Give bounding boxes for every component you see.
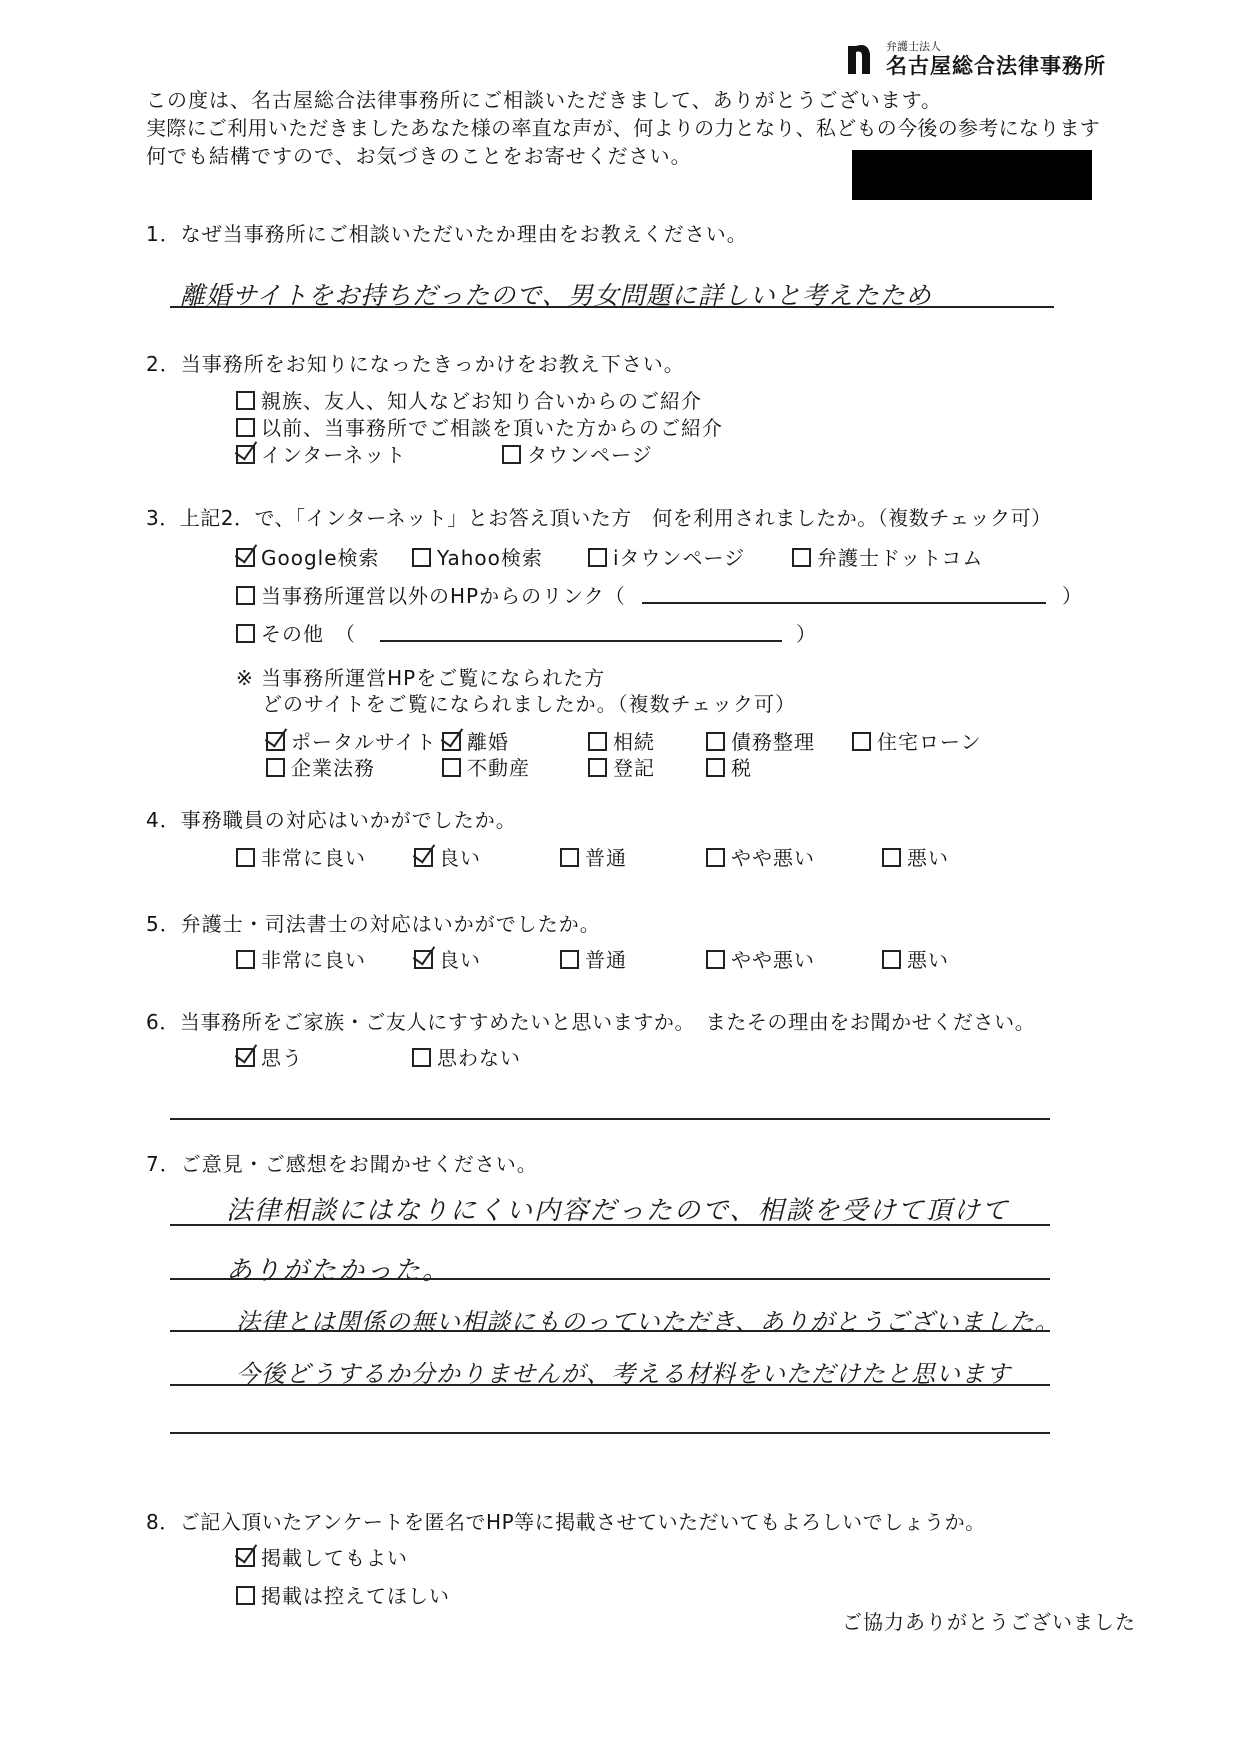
q5-option-bad[interactable]: 悪い bbox=[882, 944, 949, 973]
q3-option-google[interactable]: Google検索 bbox=[236, 542, 380, 571]
checkbox-checked[interactable] bbox=[442, 732, 461, 751]
q4-option-somewhat-bad[interactable]: やや悪い bbox=[706, 842, 815, 871]
q2-option-townpage[interactable]: タウンページ bbox=[502, 439, 653, 468]
checkbox[interactable] bbox=[442, 758, 461, 777]
q6-question: 6．当事務所をご家族・ご友人にすすめたいと思いますか。 またその理由をお聞かせください。 bbox=[146, 1010, 1036, 1034]
checkbox-checked[interactable] bbox=[236, 445, 255, 464]
checkbox[interactable] bbox=[706, 732, 725, 751]
checkbox[interactable] bbox=[852, 732, 871, 751]
checkbox[interactable] bbox=[560, 950, 579, 969]
q4-option-bad[interactable]: 悪い bbox=[882, 842, 949, 871]
q8-option-decline[interactable]: 掲載は控えてほしい bbox=[236, 1580, 450, 1609]
checkbox-checked[interactable] bbox=[414, 848, 433, 867]
q7-answer-1[interactable]: 法律相談にはなりにくい内容だったので、相談を受けて頂けて bbox=[226, 1196, 1010, 1226]
checkbox[interactable] bbox=[706, 848, 725, 867]
q5-option-good[interactable]: 良い bbox=[414, 944, 481, 973]
q7-answer-4[interactable]: 今後どうするか分かりませんが、考える材料をいただけたと思います bbox=[236, 1360, 1011, 1388]
q3-option-bengoshi-dotcom[interactable]: 弁護士ドットコム bbox=[792, 542, 983, 571]
q3-option-yahoo[interactable]: Yahoo検索 bbox=[412, 542, 543, 571]
q3-note-line-2: どのサイトをご覧になられましたか。（複数チェック可） bbox=[262, 692, 796, 716]
checkbox-checked[interactable] bbox=[236, 1048, 255, 1067]
q3-link-line[interactable] bbox=[642, 602, 1046, 604]
q3-site-tax[interactable]: 税 bbox=[706, 752, 752, 781]
q8-option-allow[interactable]: 掲載してもよい bbox=[236, 1542, 408, 1571]
q3-site-corporate[interactable]: 企業法務 bbox=[266, 752, 375, 781]
redacted-block bbox=[852, 150, 1092, 200]
checkbox[interactable] bbox=[236, 950, 255, 969]
checkbox[interactable] bbox=[588, 548, 607, 567]
q5-option-average[interactable]: 普通 bbox=[560, 944, 627, 973]
q5-option-somewhat-bad[interactable]: やや悪い bbox=[706, 944, 815, 973]
checkbox[interactable] bbox=[266, 758, 285, 777]
checkbox[interactable] bbox=[236, 848, 255, 867]
q3-option-itownpage[interactable]: iタウンページ bbox=[588, 542, 745, 571]
checkbox-checked[interactable] bbox=[414, 950, 433, 969]
q1-answer[interactable]: 離婚サイトをお持ちだったので、男女問題に詳しいと考えたため bbox=[180, 281, 932, 310]
q6-option-yes[interactable]: 思う bbox=[236, 1042, 303, 1071]
checkbox[interactable] bbox=[792, 548, 811, 567]
q3-link-close-paren: ） bbox=[1062, 584, 1083, 608]
q2-question: 2．当事務所をお知りになったきっかけをお教え下さい。 bbox=[146, 352, 685, 376]
q3-site-portal[interactable]: ポータルサイト bbox=[266, 726, 437, 755]
checkbox[interactable] bbox=[236, 624, 255, 643]
q2-option-previous-client[interactable]: 以前、当事務所でご相談を頂いた方からのご紹介 bbox=[236, 412, 723, 441]
q2-option-family[interactable]: 親族、友人、知人などお知り合いからのご紹介 bbox=[236, 385, 702, 414]
q7-question: 7．ご意見・ご感想をお聞かせください。 bbox=[146, 1152, 538, 1176]
q6-reason-line[interactable] bbox=[170, 1118, 1050, 1120]
checkbox-checked[interactable] bbox=[266, 732, 285, 751]
q3-site-registration[interactable]: 登記 bbox=[588, 752, 655, 781]
q3-option-external-link[interactable]: 当事務所運営以外のHPからのリンク（ bbox=[236, 580, 626, 609]
checkbox[interactable] bbox=[412, 1048, 431, 1067]
q3-other-close-paren: ） bbox=[796, 622, 817, 646]
intro-line-2: 実際にご利用いただきましたあなた様の率直な声が、何よりの力となり、私どもの今後の参考になります bbox=[146, 116, 1101, 140]
logo-small-text: 弁護士法人 bbox=[886, 40, 941, 53]
q5-question: 5．弁護士・司法書士の対応はいかがでしたか。 bbox=[146, 912, 601, 936]
firm-logo bbox=[848, 40, 1110, 76]
checkbox-checked[interactable] bbox=[236, 1548, 255, 1567]
q4-question: 4．事務職員の対応はいかがでしたか。 bbox=[146, 808, 517, 832]
checkbox[interactable] bbox=[502, 445, 521, 464]
q8-question: 8．ご記入頂いたアンケートを匿名でHP等に掲載させていただいてもよろしいでしょうか。 bbox=[146, 1510, 986, 1534]
q7-line-5 bbox=[170, 1432, 1050, 1434]
q3-other-line[interactable] bbox=[380, 640, 782, 642]
intro-line-3: 何でも結構ですので、お気づきのことをお寄せください。 bbox=[146, 144, 692, 168]
q7-line-2 bbox=[170, 1278, 1050, 1280]
logo-firm-name: 名古屋総合法律事務所 bbox=[886, 53, 1106, 78]
q7-answer-2[interactable]: ありがたかった。 bbox=[226, 1256, 451, 1286]
q3-site-housing-loan[interactable]: 住宅ローン bbox=[852, 726, 982, 755]
q5-option-very-good[interactable]: 非常に良い bbox=[236, 944, 366, 973]
checkbox[interactable] bbox=[560, 848, 579, 867]
q1-answer-line bbox=[170, 306, 1054, 308]
checkbox[interactable] bbox=[412, 548, 431, 567]
q3-note-line-1: ※ 当事務所運営HPをご覧になられた方 bbox=[236, 666, 606, 690]
q2-option-internet[interactable]: インターネット bbox=[236, 439, 406, 468]
checkbox[interactable] bbox=[882, 950, 901, 969]
q3-option-other[interactable]: その他 （ bbox=[236, 618, 356, 647]
footer-thanks: ご協力ありがとうございました bbox=[842, 1610, 1136, 1634]
firm-logo-mark-icon bbox=[848, 42, 872, 74]
q3-site-divorce[interactable]: 離婚 bbox=[442, 726, 509, 755]
q7-answer-3[interactable]: 法律とは関係の無い相談にものっていただき、ありがとうございました。 bbox=[236, 1308, 1060, 1336]
q3-question: 3．上記2．で、「インターネット」とお答え頂いた方 何を利用されましたか。（複数チェック可） bbox=[146, 506, 1052, 530]
q1-question: 1．なぜ当事務所にご相談いただいたか理由をお教えください。 bbox=[146, 222, 748, 246]
q3-site-real-estate[interactable]: 不動産 bbox=[442, 752, 530, 781]
checkbox[interactable] bbox=[236, 586, 255, 605]
q7-line-4 bbox=[170, 1384, 1050, 1386]
q3-site-debt[interactable]: 債務整理 bbox=[706, 726, 815, 755]
intro-line-1: この度は、名古屋総合法律事務所にご相談いただきまして、ありがとうございます。 bbox=[146, 88, 942, 112]
q6-option-no[interactable]: 思わない bbox=[412, 1042, 521, 1071]
q3-site-inheritance[interactable]: 相続 bbox=[588, 726, 655, 755]
checkbox[interactable] bbox=[236, 391, 255, 410]
checkbox[interactable] bbox=[236, 1586, 255, 1605]
q7-line-1 bbox=[170, 1224, 1050, 1226]
checkbox[interactable] bbox=[588, 758, 607, 777]
checkbox[interactable] bbox=[236, 418, 255, 437]
checkbox[interactable] bbox=[706, 950, 725, 969]
q4-option-very-good[interactable]: 非常に良い bbox=[236, 842, 366, 871]
checkbox[interactable] bbox=[882, 848, 901, 867]
q4-option-good[interactable]: 良い bbox=[414, 842, 481, 871]
checkbox[interactable] bbox=[706, 758, 725, 777]
checkbox-checked[interactable] bbox=[236, 548, 255, 567]
checkbox[interactable] bbox=[588, 732, 607, 751]
q7-line-3 bbox=[170, 1330, 1050, 1332]
q4-option-average[interactable]: 普通 bbox=[560, 842, 627, 871]
